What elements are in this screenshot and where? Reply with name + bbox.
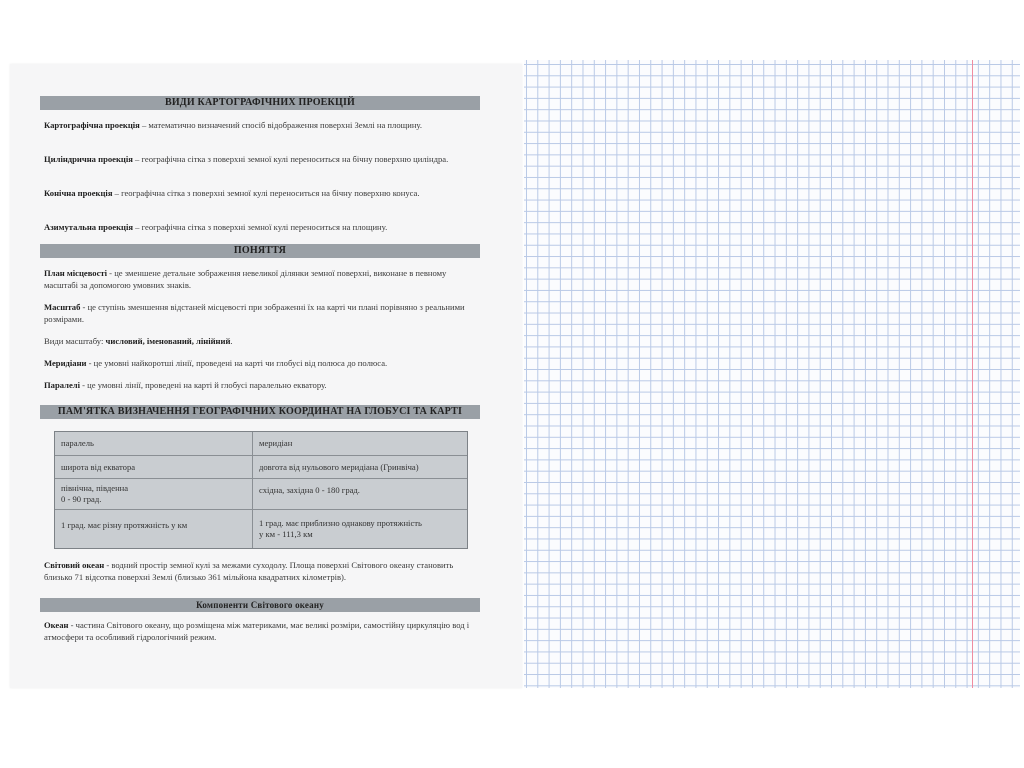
scale-types-line [44,336,476,348]
scale-types-prefix: Види масштабу: [44,336,106,346]
term: Паралелі [44,380,80,390]
table-cell: довгота від нульового меридіана (Гринвіча) [253,456,467,479]
definition-parallels [44,380,476,392]
definition: – математично визначений спосіб відображення поверхні Землі на площину. [139,120,423,130]
margin-line [972,60,973,688]
scale-types-value: числовий, іменований, лінійний [105,336,231,346]
table-cell: 1 град. має різну протяжність у км [55,510,253,548]
definition: - це умовні найкоротші лінії, проведені на карті чи глобусі від полюса до полюса. [86,358,388,368]
definition-terrain-plan [44,268,476,291]
coordinates-table [54,431,468,549]
term: Масштаб [44,302,81,312]
term: Конічна проекція [44,188,113,198]
table-cell: широта від екватора [55,456,253,479]
section-header-ocean-components: Компоненти Світового океану [40,598,480,612]
table-cell: меридіан [253,432,467,456]
definition: - це зменшене детальне зображення невеликої ділянки земної поверхні, виконане в певному масштабі за допомогою умовних знаків. [44,268,447,290]
term: Циліндрична проекція [44,154,133,164]
section-header-coordinates: ПАМ'ЯТКА ВИЗНАЧЕННЯ ГЕОГРАФІЧНИХ КООРДИНАТ НА ГЛОБУСІ ТА КАРТІ [40,405,480,419]
definition-scale [44,302,476,325]
term: Меридіани [44,358,87,368]
definition-conical-projection [44,188,476,200]
definition: – географічна сітка з поверхні земної кулі переноситься на бічну поверхню конуса. [112,188,420,198]
definition-meridians [44,358,476,370]
definition-world-ocean [44,560,476,583]
definition-ocean [44,620,476,643]
definition: – географічна сітка з поверхні земної кулі переноситься на площину. [133,222,388,232]
definition: - водний простір земної кулі за межами суходолу. Площа поверхні Світового океану становить близько 71 відсотка поверхні Землі (близько 361 мільйона квадратних кілометрів). [44,560,454,582]
left-page-info [10,64,522,688]
term: Азимутальна проекція [44,222,134,232]
section-header-concepts: ПОНЯТТЯ [40,244,480,258]
definition: - це ступінь зменшення відстаней місцевості при зображенні їх на карті чи плані порівняно з реальними розмірами. [44,302,465,324]
definition-azimuthal-projection [44,222,476,234]
term: Океан [44,620,69,630]
definition: - частина Світового океану, що розміщена між материками, має великі розміри, самостійну циркуляцію вод і атмосфери та особливий гідрологічний режим. [44,620,470,642]
definition: - це умовні лінії, проведені на карті й глобусі паралельно екватору. [79,380,327,390]
term: Картографічна проекція [44,120,140,130]
term: Світовий океан [44,560,105,570]
definition-cartographic-projection [44,120,476,132]
table-cell: північна, південна 0 - 90 град. [55,479,253,510]
section-header-projections: ВИДИ КАРТОГРАФІЧНИХ ПРОЕКЦІЙ [40,96,480,110]
table-cell: паралель [55,432,253,456]
table-cell: 1 град. має приблизно однакову протяжність у км - 111,3 км [259,518,422,539]
definition: – географічна сітка з поверхні земної кулі переноситься на бічну поверхню циліндра. [132,154,449,164]
scale-types-suffix: . [230,336,233,346]
table-cell: східна, західна 0 - 180 град. [253,479,467,510]
definition-cylindrical-projection [44,154,476,166]
term: План місцевості [44,268,108,278]
right-page-grid [524,60,1020,688]
